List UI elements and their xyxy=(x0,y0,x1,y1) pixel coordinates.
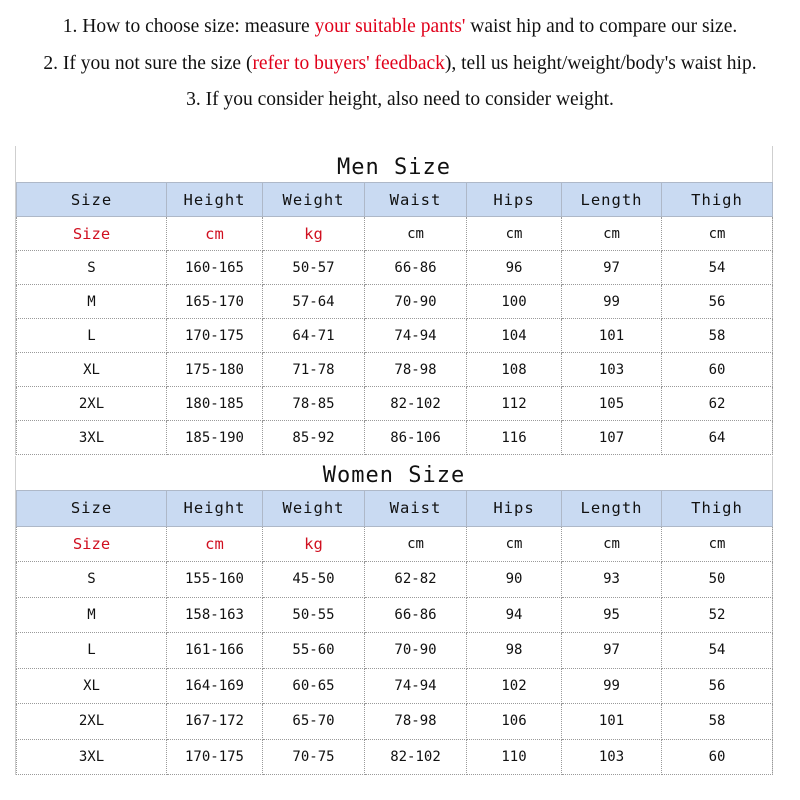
women-header-row-cell: Waist xyxy=(365,491,467,527)
men-table-row-cell: 175-180 xyxy=(167,353,263,387)
women-table-row-cell: 65-70 xyxy=(263,704,365,740)
women-table-row-cell: 74-94 xyxy=(365,668,467,704)
men-table-row-cell: 78-98 xyxy=(365,353,467,387)
men-table-row-cell: 116 xyxy=(467,421,562,455)
men-size-chart xyxy=(15,146,773,455)
women-table-row-cell: 95 xyxy=(562,597,662,633)
women-table-row-cell: 101 xyxy=(562,704,662,740)
men-table-row-cell: 62 xyxy=(662,387,773,421)
men-table-row-cell: S xyxy=(17,251,167,285)
men-table-row-cell: 112 xyxy=(467,387,562,421)
women-table-row-cell: 45-50 xyxy=(263,562,365,598)
women-table-row-cell: 60 xyxy=(662,739,773,775)
instruction-1-text: 1. How to choose size: measure xyxy=(62,16,315,37)
women-table-row-cell: 3XL xyxy=(17,739,167,775)
women-header-row-cell: Length xyxy=(562,491,662,527)
women-table-row-cell: 2XL xyxy=(17,704,167,740)
women-table-row xyxy=(17,633,773,669)
men-table-row-cell: 107 xyxy=(562,421,662,455)
instruction-line-1 xyxy=(0,16,800,38)
women-table-row-cell: 55-60 xyxy=(263,633,365,669)
men-units-row-cell: Size xyxy=(17,217,167,251)
instruction-line-2 xyxy=(0,53,800,75)
women-table-row-cell: 62-82 xyxy=(365,562,467,598)
women-table-row-cell: 70-75 xyxy=(263,739,365,775)
men-table-row-cell: 78-85 xyxy=(263,387,365,421)
women-table-row-cell: 155-160 xyxy=(167,562,263,598)
men-units-row-cell: cm xyxy=(365,217,467,251)
men-table-row-cell: 71-78 xyxy=(263,353,365,387)
women-table-row-cell: 102 xyxy=(467,668,562,704)
women-table-row xyxy=(17,704,773,740)
men-table-row-cell: 64 xyxy=(662,421,773,455)
men-header-row-cell: Weight xyxy=(263,183,365,217)
men-table-row-cell: 3XL xyxy=(17,421,167,455)
women-table-row-cell: 161-166 xyxy=(167,633,263,669)
men-table-row-cell: XL xyxy=(17,353,167,387)
women-table-row-cell: 164-169 xyxy=(167,668,263,704)
women-header-row-cell: Weight xyxy=(263,491,365,527)
women-table-row xyxy=(17,668,773,704)
instruction-2-text-end: ), tell us height/weight/body's waist hip. xyxy=(444,53,757,74)
men-table-row-cell: 86-106 xyxy=(365,421,467,455)
men-table-row-cell: 82-102 xyxy=(365,387,467,421)
women-table-row-cell: 54 xyxy=(662,633,773,669)
women-table-row-cell: 78-98 xyxy=(365,704,467,740)
men-table-row xyxy=(17,353,773,387)
women-header-row xyxy=(17,491,773,527)
men-table-row-cell: 170-175 xyxy=(167,319,263,353)
women-units-row xyxy=(17,526,773,562)
women-table-row-cell: 66-86 xyxy=(365,597,467,633)
men-table-row-cell: 160-165 xyxy=(167,251,263,285)
women-units-row-cell: cm xyxy=(365,526,467,562)
men-header-row xyxy=(17,183,773,217)
men-units-row-cell: cm xyxy=(167,217,263,251)
instruction-2-text: 2. If you not sure the size ( xyxy=(43,53,253,74)
men-table-row xyxy=(17,251,773,285)
men-table-row-cell: 108 xyxy=(467,353,562,387)
women-table-row-cell: 167-172 xyxy=(167,704,263,740)
instruction-line-3: 3. If you consider height, also need to consider weight. xyxy=(186,89,614,110)
men-table-row-cell: 96 xyxy=(467,251,562,285)
men-units-row xyxy=(17,217,773,251)
instruction-2-highlight: refer to buyers' feedback xyxy=(252,53,445,74)
women-table-row xyxy=(17,562,773,598)
men-size-table xyxy=(16,182,773,455)
men-table-row xyxy=(17,421,773,455)
women-table-row-cell: M xyxy=(17,597,167,633)
men-table-row-cell: 101 xyxy=(562,319,662,353)
women-table-row-cell: 94 xyxy=(467,597,562,633)
women-units-row-cell: cm xyxy=(467,526,562,562)
men-table-row-cell: 66-86 xyxy=(365,251,467,285)
men-header-row-cell: Length xyxy=(562,183,662,217)
men-table-row-cell: 100 xyxy=(467,285,562,319)
women-table-row-cell: 52 xyxy=(662,597,773,633)
women-table-row-cell: 50 xyxy=(662,562,773,598)
men-header-row-cell: Waist xyxy=(365,183,467,217)
men-table-row-cell: 104 xyxy=(467,319,562,353)
men-header-row-cell: Size xyxy=(17,183,167,217)
women-size-chart xyxy=(15,456,773,775)
men-table-row-cell: 57-64 xyxy=(263,285,365,319)
men-units-row-cell: kg xyxy=(263,217,365,251)
men-table-row-cell: 165-170 xyxy=(167,285,263,319)
women-table-row-cell: S xyxy=(17,562,167,598)
women-table-row-cell: 158-163 xyxy=(167,597,263,633)
women-table-row-cell: 90 xyxy=(467,562,562,598)
women-table-row-cell: L xyxy=(17,633,167,669)
men-table-row-cell: 70-90 xyxy=(365,285,467,319)
women-header-row-cell: Height xyxy=(167,491,263,527)
women-table-row-cell: 103 xyxy=(562,739,662,775)
women-header-row-cell: Size xyxy=(17,491,167,527)
women-header-row-cell: Hips xyxy=(467,491,562,527)
instruction-1-highlight: your suitable pants' xyxy=(314,16,466,37)
women-table-row-cell: 98 xyxy=(467,633,562,669)
women-table-row-cell: 70-90 xyxy=(365,633,467,669)
women-table-row-cell: 50-55 xyxy=(263,597,365,633)
men-table-row-cell: 97 xyxy=(562,251,662,285)
men-table-row-cell: 50-57 xyxy=(263,251,365,285)
women-units-row-cell: cm xyxy=(662,526,773,562)
men-table-row xyxy=(17,319,773,353)
women-table-row-cell: 99 xyxy=(562,668,662,704)
men-table-row-cell: 99 xyxy=(562,285,662,319)
women-size-title: Women Size xyxy=(322,463,466,488)
men-table-row-cell: 56 xyxy=(662,285,773,319)
women-units-row-cell: cm xyxy=(167,526,263,562)
women-table-row-cell: 110 xyxy=(467,739,562,775)
men-table-row-cell: 64-71 xyxy=(263,319,365,353)
women-table-row-cell: 97 xyxy=(562,633,662,669)
men-table-row-cell: 185-190 xyxy=(167,421,263,455)
men-table-row xyxy=(17,387,773,421)
men-header-row-cell: Height xyxy=(167,183,263,217)
women-table-row xyxy=(17,597,773,633)
men-table-row-cell: 105 xyxy=(562,387,662,421)
instruction-1-text-end: waist hip and to compare our size. xyxy=(465,16,738,37)
men-table-row-cell: 74-94 xyxy=(365,319,467,353)
women-table-row-cell: 58 xyxy=(662,704,773,740)
men-table-row-cell: L xyxy=(17,319,167,353)
men-table-row-cell: 58 xyxy=(662,319,773,353)
women-table-row-cell: 170-175 xyxy=(167,739,263,775)
men-table-row-cell: M xyxy=(17,285,167,319)
men-units-row-cell: cm xyxy=(467,217,562,251)
men-table-row-cell: 54 xyxy=(662,251,773,285)
men-units-row-cell: cm xyxy=(562,217,662,251)
men-header-row-cell: Thigh xyxy=(662,183,773,217)
women-size-table xyxy=(16,490,773,775)
men-table-row-cell: 85-92 xyxy=(263,421,365,455)
men-table-row-cell: 60 xyxy=(662,353,773,387)
women-table-row-cell: 60-65 xyxy=(263,668,365,704)
women-table-row-cell: 56 xyxy=(662,668,773,704)
women-table-row-cell: XL xyxy=(17,668,167,704)
women-table-row-cell: 106 xyxy=(467,704,562,740)
men-table-row xyxy=(17,285,773,319)
men-table-row-cell: 180-185 xyxy=(167,387,263,421)
women-header-row-cell: Thigh xyxy=(662,491,773,527)
women-units-row-cell: Size xyxy=(17,526,167,562)
women-table-row-cell: 82-102 xyxy=(365,739,467,775)
men-table-row-cell: 2XL xyxy=(17,387,167,421)
women-table-row-cell: 93 xyxy=(562,562,662,598)
men-size-title: Men Size xyxy=(337,155,451,180)
women-table-row xyxy=(17,739,773,775)
men-units-row-cell: cm xyxy=(662,217,773,251)
women-units-row-cell: cm xyxy=(562,526,662,562)
men-table-row-cell: 103 xyxy=(562,353,662,387)
women-units-row-cell: kg xyxy=(263,526,365,562)
men-header-row-cell: Hips xyxy=(467,183,562,217)
